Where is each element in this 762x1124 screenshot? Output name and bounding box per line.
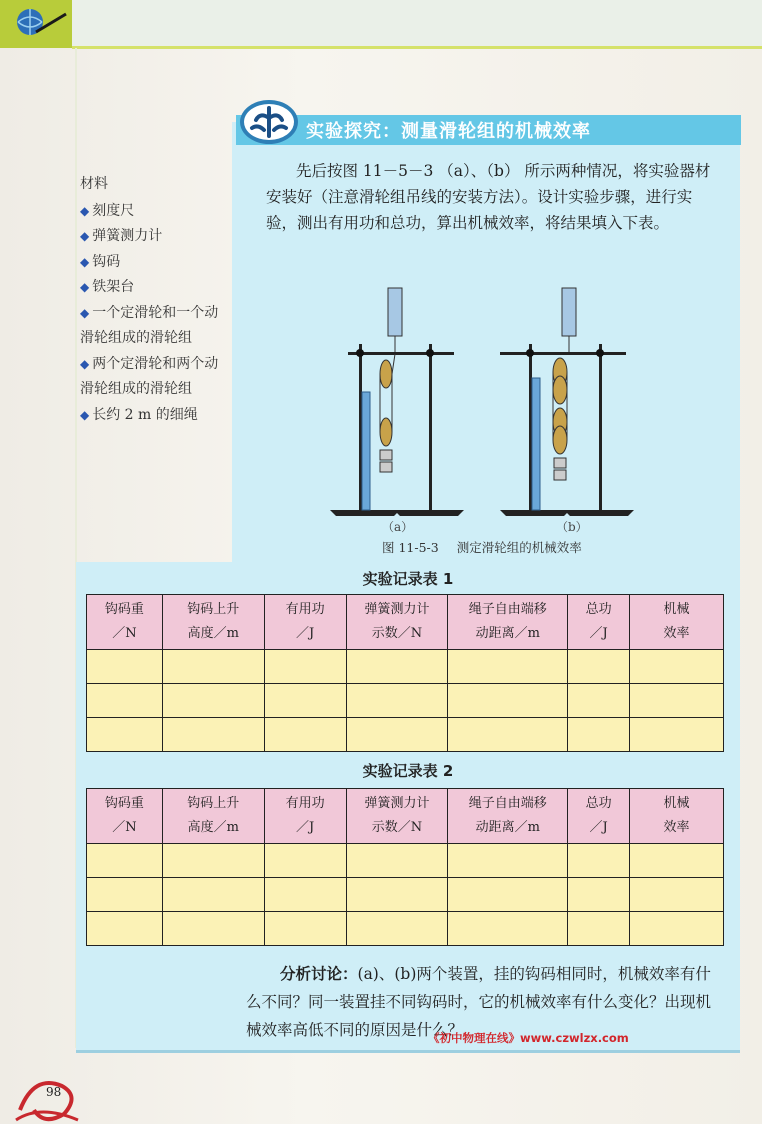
- table-cell[interactable]: [630, 912, 724, 946]
- header-cell: 有用功 ／J: [264, 789, 346, 844]
- experiment-icon: [238, 94, 300, 146]
- table-cell[interactable]: [264, 718, 346, 752]
- header-cell: 绳子自由端移 动距离／m: [448, 595, 568, 650]
- apparatus-a: [330, 288, 464, 516]
- table-cell[interactable]: [162, 684, 264, 718]
- material-text: 两个定滑轮和两个动滑轮组成的滑轮组: [80, 355, 219, 397]
- table-cell[interactable]: [568, 878, 630, 912]
- table-cell[interactable]: [448, 844, 568, 878]
- header-cell: 总功 ／J: [568, 789, 630, 844]
- diamond-bullet-icon: ◆: [80, 305, 90, 320]
- table-cell[interactable]: [568, 650, 630, 684]
- materials-heading: 材料: [80, 176, 108, 192]
- table-cell[interactable]: [87, 650, 163, 684]
- figure-caption-number: 图 11-5-3: [382, 540, 439, 555]
- material-text: 铁架台: [92, 279, 135, 295]
- table-cell[interactable]: [162, 878, 264, 912]
- table-cell[interactable]: [87, 684, 163, 718]
- diamond-bullet-icon: ◆: [80, 203, 90, 218]
- table-cell[interactable]: [346, 684, 448, 718]
- bottom-rule: [76, 1050, 740, 1053]
- material-item: [80, 224, 230, 250]
- table-cell[interactable]: [630, 718, 724, 752]
- analysis-label: 分析讨论：: [280, 965, 358, 983]
- table-cell[interactable]: [568, 912, 630, 946]
- header-cell: 钩码重 ／N: [87, 595, 163, 650]
- diamond-bullet-icon: ◆: [80, 356, 90, 371]
- table-cell[interactable]: [630, 650, 724, 684]
- table-cell[interactable]: [162, 844, 264, 878]
- banner-title: 实验探究：测量滑轮组的机械效率: [306, 121, 591, 142]
- figure-caption: [382, 538, 600, 556]
- materials-sidebar: [80, 172, 230, 428]
- table-cell[interactable]: [346, 844, 448, 878]
- table2-title: 实验记录表 2: [362, 762, 454, 780]
- table-cell[interactable]: [162, 650, 264, 684]
- table1-title: 实验记录表 1: [362, 570, 454, 588]
- table-row: [87, 650, 724, 684]
- top-rule: [72, 46, 762, 49]
- table-cell[interactable]: [87, 878, 163, 912]
- page-number: 98: [46, 1085, 62, 1099]
- table-cell[interactable]: [87, 912, 163, 946]
- analysis-text: (a)、(b)两个装置，挂的钩码相同时，机械效率有什么不同？同一装置挂不同钩码时，它的机械效率有什么变化？出现机械效率高低不同的原因是什么？: [246, 965, 712, 1039]
- table-header-row: [87, 789, 724, 844]
- table-cell[interactable]: [162, 718, 264, 752]
- table-cell[interactable]: [162, 912, 264, 946]
- material-item: [80, 301, 230, 352]
- table-cell[interactable]: [448, 878, 568, 912]
- table-cell[interactable]: [630, 878, 724, 912]
- table-cell[interactable]: [87, 718, 163, 752]
- header-cell: 钩码重 ／N: [87, 789, 163, 844]
- material-text: 长约 2 m 的细绳: [92, 406, 198, 423]
- table-cell[interactable]: [568, 684, 630, 718]
- table-cell[interactable]: [264, 650, 346, 684]
- table-cell[interactable]: [264, 912, 346, 946]
- header-cell: 有用功 ／J: [264, 595, 346, 650]
- record-table-2: [86, 788, 724, 946]
- table-cell[interactable]: [346, 912, 448, 946]
- table-row: [87, 684, 724, 718]
- figure-label-b: （b）: [556, 520, 588, 534]
- apparatus-b: [500, 288, 634, 516]
- diamond-bullet-icon: ◆: [80, 254, 90, 269]
- record-table-1: [86, 594, 724, 752]
- table-cell[interactable]: [264, 844, 346, 878]
- watermark: 《初中物理在线》www.czwlzx.com: [428, 1031, 629, 1045]
- diamond-bullet-icon: ◆: [80, 407, 90, 422]
- material-item: [80, 199, 230, 225]
- table-cell[interactable]: [448, 650, 568, 684]
- top-bar: [0, 0, 762, 48]
- material-item: [80, 250, 230, 276]
- table-row: [87, 878, 724, 912]
- table-cell[interactable]: [448, 718, 568, 752]
- figure-caption-text: 测定滑轮组的机械效率: [456, 540, 582, 555]
- table-cell[interactable]: [568, 718, 630, 752]
- header-cell: 弹簧测力计 示数／N: [346, 789, 448, 844]
- diamond-bullet-icon: ◆: [80, 280, 90, 294]
- table-header-row: [87, 595, 724, 650]
- header-cell: 机械 效率: [630, 595, 724, 650]
- header-cell: 总功 ／J: [568, 595, 630, 650]
- intro-paragraph: [266, 158, 712, 236]
- table-cell[interactable]: [264, 684, 346, 718]
- table-cell[interactable]: [346, 650, 448, 684]
- header-cell: 机械 效率: [630, 789, 724, 844]
- table-cell[interactable]: [448, 912, 568, 946]
- intro-text: 先后按图 11－5－3 （a）、（b） 所示两种情况，将实验器材安装好（注意滑轮组吊线的安装方法）。设计实验步骤，进行实验，测出有用功和总功，算出机械效率，将结果填入下表。: [266, 162, 711, 232]
- table-cell[interactable]: [568, 844, 630, 878]
- table-cell[interactable]: [87, 844, 163, 878]
- table-cell[interactable]: [630, 844, 724, 878]
- table-row: [87, 844, 724, 878]
- globe-logo-icon: [8, 2, 68, 44]
- diamond-bullet-icon: ◆: [80, 229, 90, 243]
- material-item: [80, 275, 230, 301]
- header-cell: 钩码上升 高度／m: [162, 595, 264, 650]
- figure-label-a: （a）: [382, 520, 414, 534]
- material-text: 刻度尺: [92, 202, 135, 219]
- material-item: [80, 352, 230, 403]
- table-cell[interactable]: [264, 878, 346, 912]
- header-cell: 弹簧测力计 示数／N: [346, 595, 448, 650]
- table-cell[interactable]: [346, 718, 448, 752]
- table-row: [87, 912, 724, 946]
- material-text: 钩码: [92, 253, 121, 270]
- header-cell: 钩码上升 高度／m: [162, 789, 264, 844]
- material-text: 弹簧测力计: [92, 228, 163, 244]
- header-cell: 绳子自由端移 动距离／m: [448, 789, 568, 844]
- table-cell[interactable]: [346, 878, 448, 912]
- table-cell[interactable]: [630, 684, 724, 718]
- material-text: 一个定滑轮和一个动滑轮组成的滑轮组: [80, 304, 219, 346]
- table-row: [87, 718, 724, 752]
- table-cell[interactable]: [448, 684, 568, 718]
- material-item: [80, 403, 230, 429]
- pulley-apparatus-figure: [320, 282, 660, 542]
